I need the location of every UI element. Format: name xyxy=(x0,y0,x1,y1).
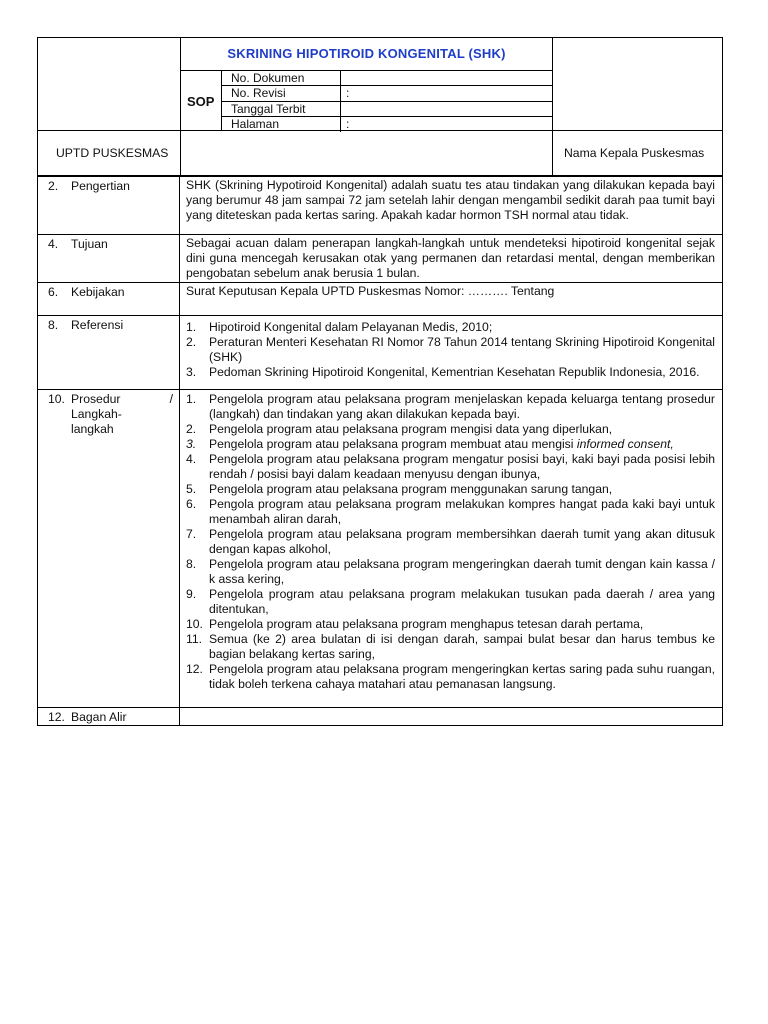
list-item: 3. Pengelola program atau pelaksana program membuat atau mengisi informed consent, xyxy=(186,437,674,451)
section-label: Pengertian xyxy=(71,179,130,193)
row-pengertian xyxy=(38,177,723,235)
meta-value: : xyxy=(346,86,350,101)
meta-value: : xyxy=(346,116,350,131)
tujuan-text: Sebagai acuan dalam penerapan langkah-langkah untuk mendeteksi hipotiroid kongenital sejak dini guna mencegah kerusakan otak yang permanen dan retardasi mental, dengan memberikan pengobatan sebelum anak berusia 1 bulan. xyxy=(180,235,723,283)
section-number: 8. xyxy=(48,318,59,332)
document-title: SKRINING HIPOTIROID KONGENITAL (SHK) xyxy=(227,46,506,61)
pengertian-text: SHK (Skrining Hypotiroid Kongenital) adalah suatu tes atau tindakan yang dilakukan kepada bayi yang berumur 48 jam sampai 72 jam setelah lahir dengan mengambil sedikit darah paa tumit bayi yang diteteskan pada kertas saring. Apakah kadar hormon TSH normal atau tidak. xyxy=(180,177,723,235)
meta-row-tanggal xyxy=(222,102,552,117)
kepala-puskesmas-label: Nama Kepala Puskesmas xyxy=(564,146,705,160)
section-number: 4. xyxy=(48,237,59,251)
list-item: 7. Pengelola program atau pelaksana program membersihkan daerah tumit yang akan ditusuk dengan kapas alkohol, xyxy=(186,527,715,556)
row-kebijakan xyxy=(38,283,723,316)
uptd-row xyxy=(37,131,723,176)
list-item: 3. Pedoman Skrining Hipotiroid Kongenital, Kementrian Kesehatan Republik Indonesia, 2016. xyxy=(186,365,700,379)
title-cell xyxy=(180,38,553,70)
section-label-cell xyxy=(38,283,180,316)
meta-key: No. Dokumen xyxy=(231,71,305,85)
referensi-cell xyxy=(180,316,723,390)
meta-divider xyxy=(340,85,341,101)
list-item: 1. Pengelola program atau pelaksana program menjelaskan kepada keluarga tentang prosedur (langkah) dan tindakan yang akan dilakukan kepada bayi. xyxy=(186,392,715,421)
prosedur-list xyxy=(186,392,715,692)
section-label-cell xyxy=(38,235,180,283)
sop-content-table xyxy=(37,176,723,726)
section-number: 6. xyxy=(48,285,59,299)
meta-row-dokumen xyxy=(222,71,552,86)
meta-divider xyxy=(340,101,341,117)
section-label-cell xyxy=(38,708,180,726)
kebijakan-text: Surat Keputusan Kepala UPTD Puskesmas Nomor: ………. Tentang xyxy=(180,283,723,316)
list-item: 5. Pengelola program atau pelaksana program menggunakan sarung tangan, xyxy=(186,482,613,496)
meta-key: No. Revisi xyxy=(231,86,286,101)
sop-label: SOP xyxy=(187,94,215,109)
section-label-cell xyxy=(38,316,180,390)
list-item: 10. Pengelola program atau pelaksana program menghapus tetesan darah pertama, xyxy=(186,617,644,631)
sop-cell xyxy=(180,70,222,131)
section-number: 2. xyxy=(48,179,59,193)
uptd-middle-cell xyxy=(180,131,553,175)
referensi-list xyxy=(186,320,715,380)
meta-row-revisi xyxy=(222,86,552,101)
section-label: Prosedur Langkah- langkah xyxy=(71,392,122,436)
bagan-alir-cell xyxy=(180,708,723,726)
left-logo-area xyxy=(38,38,180,131)
prosedur-cell xyxy=(180,390,723,708)
uptd-label: UPTD PUSKESMAS xyxy=(56,146,169,160)
meta-key: Tanggal Terbit xyxy=(231,101,306,116)
section-number: 10. xyxy=(48,392,65,406)
list-item: 12. Pengelola program atau pelaksana program mengeringkan kertas saring pada suhu ruangan, tidak boleh terkena cahaya matahari atau pemanasan langsung. xyxy=(186,662,715,691)
section-label: Tujuan xyxy=(71,237,108,251)
document-header xyxy=(37,37,723,131)
row-prosedur xyxy=(38,390,723,708)
label-slash: / xyxy=(169,392,173,406)
section-label-cell xyxy=(38,390,180,708)
list-item: 8. Pengelola program atau pelaksana program mengeringkan daerah tumit dengan kain kassa / k assa kering, xyxy=(186,557,715,586)
section-label: Bagan Alir xyxy=(71,710,127,724)
meta-table xyxy=(222,70,553,131)
meta-divider xyxy=(340,70,341,86)
section-label: Kebijakan xyxy=(71,285,125,299)
right-logo-area xyxy=(553,38,723,131)
section-number: 12. xyxy=(48,710,65,724)
list-item: 6. Pengola program atau pelaksana program melakukan kompres hangat pada kaki bayi untuk menambah aliran darah, xyxy=(186,497,715,526)
meta-key: Halaman xyxy=(231,116,280,131)
row-referensi xyxy=(38,316,723,390)
section-label-cell xyxy=(38,177,180,235)
list-item: 2. Peraturan Menteri Kesehatan RI Nomor 78 Tahun 2014 tentang Skrining Hipotiroid Kongenital (SHK) xyxy=(186,335,715,364)
list-item: 9. Pengelola program atau pelaksana program melakukan tusukan pada daerah / area yang ditentukan, xyxy=(186,587,715,616)
meta-row-halaman xyxy=(222,117,552,132)
list-item: 2. Pengelola program atau pelaksana program mengisi data yang diperlukan, xyxy=(186,422,613,436)
list-item: 4. Pengelola program atau pelaksana program mengatur posisi bayi, kaki bayi pada posisi lebih rendah / posisi bayi dalam keadaan menyusu dengan ibunya, xyxy=(186,452,715,481)
list-item: 11. Semua (ke 2) area bulatan di isi dengan darah, sampai bulat besar dan harus tembus ke bagian belakang kertas saring, xyxy=(186,632,715,661)
row-bagan-alir xyxy=(38,708,723,726)
meta-divider xyxy=(340,116,341,132)
list-item: 1. Hipotiroid Kongenital dalam Pelayanan Medis, 2010; xyxy=(186,320,493,334)
sop-document xyxy=(37,37,723,726)
row-tujuan xyxy=(38,235,723,283)
section-label: Referensi xyxy=(71,318,124,332)
